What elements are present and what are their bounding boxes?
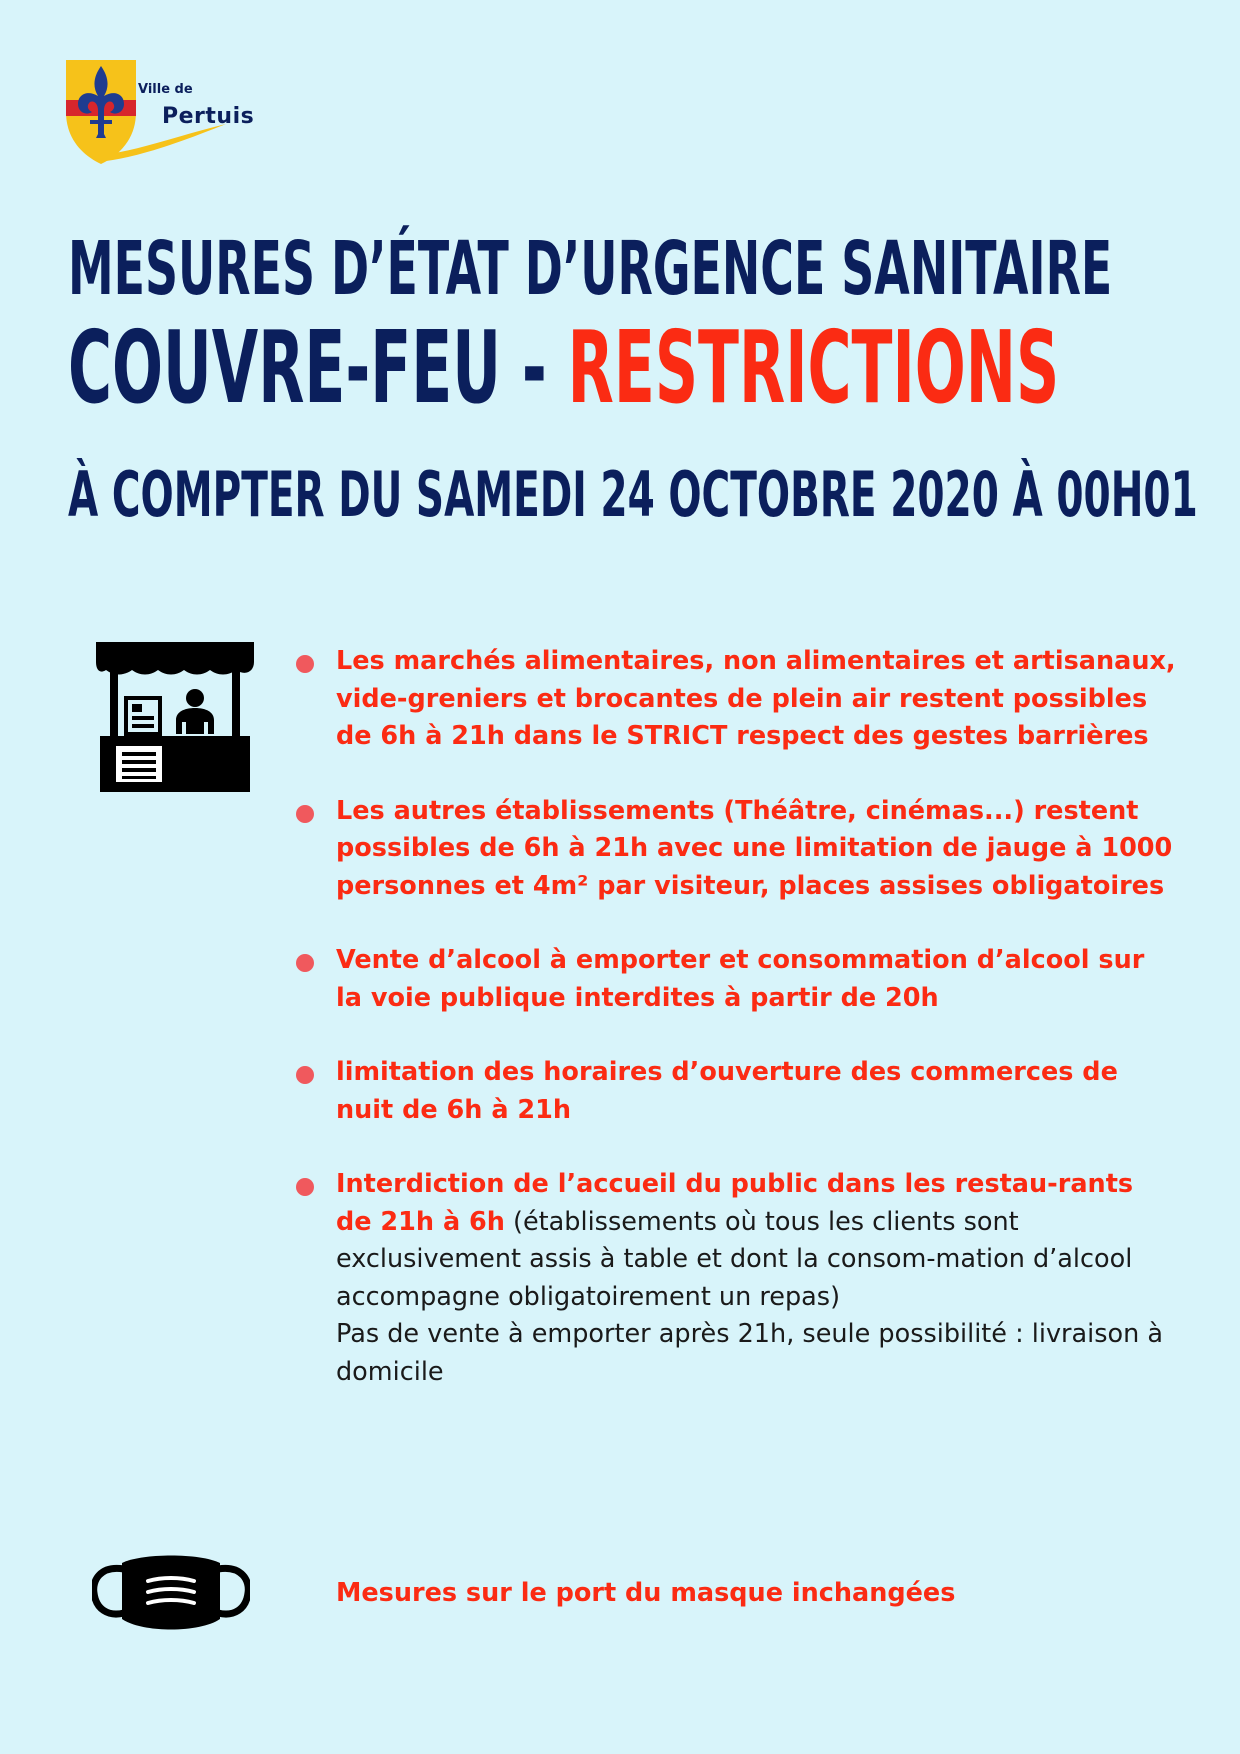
list-item xyxy=(296,1054,1176,1129)
measure-text: Les autres établissements (Théâtre, cinémas...) restent possibles de 6h à 21h avec une limitation de jauge à 1000 personnes et 4m² par visiteur, places assises obligatoires xyxy=(336,795,1173,901)
subtitle-main: COUVRE-FEU - xyxy=(68,309,568,426)
bullet-dot-icon xyxy=(296,954,314,972)
measure-text: Vente d’alcool à emporter et consommation d’alcool sur la voie publique interdites à partir de 20h xyxy=(336,945,1145,1013)
measure-detail: (établissements où tous les clients sont exclusivement assis à table et dont la consom-mation d’alcool accompagne obligatoirement un repas) xyxy=(336,1206,1133,1312)
logo-town-name: Pertuis xyxy=(162,104,255,129)
page-subtitle xyxy=(68,309,1060,426)
bullet-dot-icon xyxy=(296,1178,314,1196)
list-item xyxy=(296,1166,1176,1391)
effective-date: À COMPTER DU SAMEDI 24 OCTOBRE 2020 À 00H01 xyxy=(68,458,1198,531)
measure-text: Les marchés alimentaires, non alimentaires et artisanaux, vide-greniers et brocantes de plein air restent possibles de 6h à 21h dans le STRICT respect des gestes barrières xyxy=(336,646,1176,751)
bullet-dot-icon xyxy=(296,805,314,823)
list-item xyxy=(296,643,1176,756)
bullet-dot-icon xyxy=(296,655,314,673)
measures-list xyxy=(296,643,1176,1428)
measure-extra: Pas de vente à emporter après 21h, seule possibilité : livraison à domicile xyxy=(336,1319,1164,1387)
logo-town-prefix: Ville de xyxy=(138,82,193,97)
market-stall-icon xyxy=(96,642,254,792)
measure-text: Interdiction de l’accueil du public dans les restau-rants de 21h à 6h xyxy=(336,1169,1134,1237)
list-item xyxy=(296,793,1176,906)
subtitle-accent: RESTRICTIONS xyxy=(567,309,1060,426)
list-item xyxy=(296,942,1176,1017)
bullet-dot-icon xyxy=(296,1066,314,1084)
mask-note: Mesures sur le port du masque inchangées xyxy=(336,1578,956,1608)
measure-text: limitation des horaires d’ouverture des commerces de nuit de 6h à 21h xyxy=(336,1057,1118,1125)
page-title: MESURES D’ÉTAT D’URGENCE SANITAIRE xyxy=(68,226,1113,312)
face-mask-icon xyxy=(92,1551,250,1635)
